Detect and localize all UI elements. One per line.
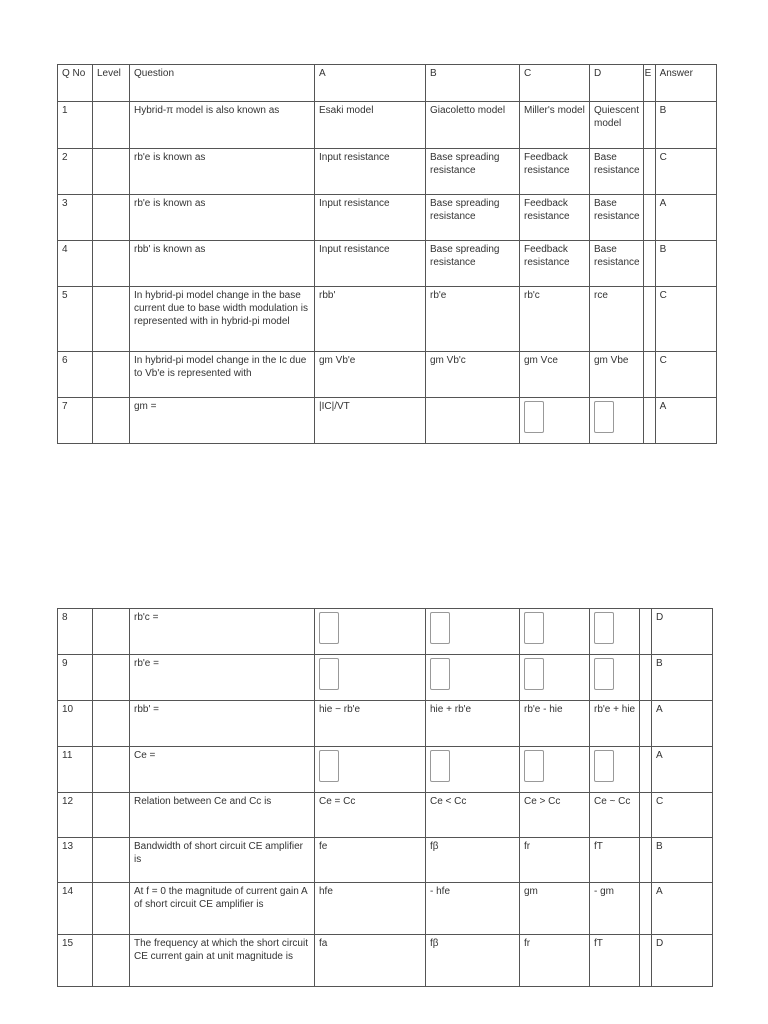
cell-b: Giacoletto model — [426, 102, 520, 149]
formula-image-placeholder — [594, 401, 614, 433]
cell-a — [315, 655, 426, 701]
cell-qno: 10 — [58, 701, 93, 747]
cell-c: fr — [520, 935, 590, 987]
cell-b: Base spreading resistance — [426, 195, 520, 241]
cell-d: fT — [590, 838, 640, 883]
cell-a: hie − rb'e — [315, 701, 426, 747]
cell-d: Quiescent model — [590, 102, 644, 149]
cell-c — [520, 655, 590, 701]
cell-e — [640, 747, 652, 793]
cell-e — [643, 149, 655, 195]
cell-b: Ce < Cc — [426, 793, 520, 838]
table-row — [58, 609, 713, 655]
cell-qno: 12 — [58, 793, 93, 838]
cell-e — [640, 935, 652, 987]
cell-answer: B — [655, 102, 716, 149]
table-row — [58, 102, 717, 149]
table-row — [58, 701, 713, 747]
cell-qno: 7 — [58, 398, 93, 444]
cell-b: fβ — [426, 838, 520, 883]
cell-level — [93, 287, 130, 352]
cell-answer: B — [655, 241, 716, 287]
cell-b — [426, 398, 520, 444]
cell-answer: A — [652, 701, 713, 747]
cell-question: rb'e is known as — [130, 149, 315, 195]
cell-b: rb'e — [426, 287, 520, 352]
cell-answer: A — [652, 883, 713, 935]
cell-qno: 6 — [58, 352, 93, 398]
cell-question: The frequency at which the short circuit CE current gain at unit magnitude is — [130, 935, 315, 987]
cell-d — [590, 655, 640, 701]
cell-answer: C — [652, 793, 713, 838]
cell-level — [93, 747, 130, 793]
table-row — [58, 241, 717, 287]
cell-d — [590, 609, 640, 655]
cell-qno: 3 — [58, 195, 93, 241]
formula-image-placeholder — [319, 750, 339, 782]
table-row — [58, 149, 717, 195]
cell-a — [315, 609, 426, 655]
cell-qno: 11 — [58, 747, 93, 793]
formula-image-placeholder — [430, 658, 450, 690]
cell-a — [315, 747, 426, 793]
cell-b: fβ — [426, 935, 520, 987]
cell-answer: C — [655, 352, 716, 398]
cell-b: gm Vb'c — [426, 352, 520, 398]
cell-e — [643, 102, 655, 149]
header-qno: Q No — [58, 65, 93, 102]
cell-answer: A — [652, 747, 713, 793]
cell-d: Base resistance — [590, 149, 644, 195]
cell-level — [93, 793, 130, 838]
question-table-2 — [57, 608, 713, 987]
formula-image-placeholder — [430, 750, 450, 782]
cell-level — [93, 102, 130, 149]
cell-e — [643, 352, 655, 398]
cell-a: fe — [315, 838, 426, 883]
cell-a: Esaki model — [315, 102, 426, 149]
cell-d: Ce ~ Cc — [590, 793, 640, 838]
cell-qno: 2 — [58, 149, 93, 195]
cell-c: Feedback resistance — [520, 195, 590, 241]
table-row — [58, 838, 713, 883]
cell-c: Ce > Cc — [520, 793, 590, 838]
cell-qno: 9 — [58, 655, 93, 701]
header-question: Question — [130, 65, 315, 102]
cell-e — [643, 195, 655, 241]
cell-a: Ce = Cc — [315, 793, 426, 838]
cell-d: Base resistance — [590, 195, 644, 241]
cell-c: Feedback resistance — [520, 241, 590, 287]
cell-level — [93, 701, 130, 747]
cell-e — [640, 655, 652, 701]
table-row — [58, 793, 713, 838]
cell-question: At f = 0 the magnitude of current gain A of short circuit CE amplifier is — [130, 883, 315, 935]
header-a: A — [315, 65, 426, 102]
cell-c: Miller's model — [520, 102, 590, 149]
question-table-1 — [57, 64, 717, 444]
header-b: B — [426, 65, 520, 102]
cell-question: rbb' = — [130, 701, 315, 747]
cell-b: - hfe — [426, 883, 520, 935]
cell-qno: 5 — [58, 287, 93, 352]
table-row — [58, 398, 717, 444]
cell-d: - gm — [590, 883, 640, 935]
cell-answer: D — [652, 935, 713, 987]
cell-qno: 14 — [58, 883, 93, 935]
cell-qno: 8 — [58, 609, 93, 655]
cell-c: gm Vce — [520, 352, 590, 398]
cell-a: gm Vb'e — [315, 352, 426, 398]
cell-b — [426, 609, 520, 655]
cell-e — [640, 838, 652, 883]
cell-e — [640, 883, 652, 935]
cell-d: fT — [590, 935, 640, 987]
formula-image-placeholder — [430, 612, 450, 644]
cell-a: hfe — [315, 883, 426, 935]
cell-level — [93, 838, 130, 883]
cell-question: rb'e = — [130, 655, 315, 701]
cell-c: gm — [520, 883, 590, 935]
formula-image-placeholder — [524, 750, 544, 782]
header-level: Level — [93, 65, 130, 102]
table-row — [58, 655, 713, 701]
cell-question: In hybrid-pi model change in the base current due to base width modulation is represented with in hybrid-pi model — [130, 287, 315, 352]
cell-c — [520, 609, 590, 655]
formula-image-placeholder — [319, 612, 339, 644]
cell-level — [93, 241, 130, 287]
cell-question: Hybrid-π model is also known as — [130, 102, 315, 149]
table-row — [58, 935, 713, 987]
cell-answer: C — [655, 287, 716, 352]
cell-a: fa — [315, 935, 426, 987]
table-row — [58, 747, 713, 793]
cell-question: In hybrid-pi model change in the Ic due to Vb'e is represented with — [130, 352, 315, 398]
cell-question: Bandwidth of short circuit CE amplifier is — [130, 838, 315, 883]
cell-answer: A — [655, 398, 716, 444]
cell-e — [640, 609, 652, 655]
cell-e — [643, 241, 655, 287]
cell-qno: 15 — [58, 935, 93, 987]
formula-image-placeholder — [319, 658, 339, 690]
cell-question: Ce = — [130, 747, 315, 793]
formula-image-placeholder — [594, 658, 614, 690]
cell-answer: C — [655, 149, 716, 195]
cell-a: rbb' — [315, 287, 426, 352]
cell-c — [520, 747, 590, 793]
header-row — [58, 65, 717, 102]
cell-level — [93, 935, 130, 987]
cell-answer: D — [652, 609, 713, 655]
cell-question: Relation between Ce and Cc is — [130, 793, 315, 838]
formula-image-placeholder — [594, 612, 614, 644]
cell-c: fr — [520, 838, 590, 883]
cell-a: Input resistance — [315, 195, 426, 241]
cell-a: Input resistance — [315, 241, 426, 287]
table-row — [58, 287, 717, 352]
formula-image-placeholder — [524, 401, 544, 433]
cell-d — [590, 747, 640, 793]
formula-image-placeholder — [524, 612, 544, 644]
cell-b — [426, 747, 520, 793]
header-c: C — [520, 65, 590, 102]
cell-level — [93, 655, 130, 701]
cell-answer: A — [655, 195, 716, 241]
cell-d: Base resistance — [590, 241, 644, 287]
cell-qno: 4 — [58, 241, 93, 287]
header-d: D — [590, 65, 644, 102]
cell-c — [520, 398, 590, 444]
formula-image-placeholder — [594, 750, 614, 782]
cell-e — [643, 287, 655, 352]
table-row — [58, 352, 717, 398]
table-row — [58, 195, 717, 241]
cell-answer: B — [652, 655, 713, 701]
cell-c: rb'e - hie — [520, 701, 590, 747]
cell-e — [640, 701, 652, 747]
formula-image-placeholder — [524, 658, 544, 690]
cell-d: gm Vbe — [590, 352, 644, 398]
cell-d: rb'e + hie — [590, 701, 640, 747]
cell-d — [590, 398, 644, 444]
cell-level — [93, 195, 130, 241]
cell-a: Input resistance — [315, 149, 426, 195]
cell-c: rb'c — [520, 287, 590, 352]
cell-level — [93, 398, 130, 444]
cell-level — [93, 149, 130, 195]
cell-qno: 1 — [58, 102, 93, 149]
cell-c: Feedback resistance — [520, 149, 590, 195]
header-e: E — [643, 65, 655, 102]
cell-d: rce — [590, 287, 644, 352]
cell-qno: 13 — [58, 838, 93, 883]
table-row — [58, 883, 713, 935]
cell-b — [426, 655, 520, 701]
cell-e — [640, 793, 652, 838]
cell-question: rb'c = — [130, 609, 315, 655]
cell-question: rbb' is known as — [130, 241, 315, 287]
cell-b: Base spreading resistance — [426, 241, 520, 287]
cell-b: hie + rb'e — [426, 701, 520, 747]
cell-a: |IC|/VT — [315, 398, 426, 444]
cell-level — [93, 609, 130, 655]
cell-answer: B — [652, 838, 713, 883]
header-answer: Answer — [655, 65, 716, 102]
cell-level — [93, 352, 130, 398]
cell-e — [643, 398, 655, 444]
cell-question: gm = — [130, 398, 315, 444]
cell-level — [93, 883, 130, 935]
cell-b: Base spreading resistance — [426, 149, 520, 195]
cell-question: rb'e is known as — [130, 195, 315, 241]
